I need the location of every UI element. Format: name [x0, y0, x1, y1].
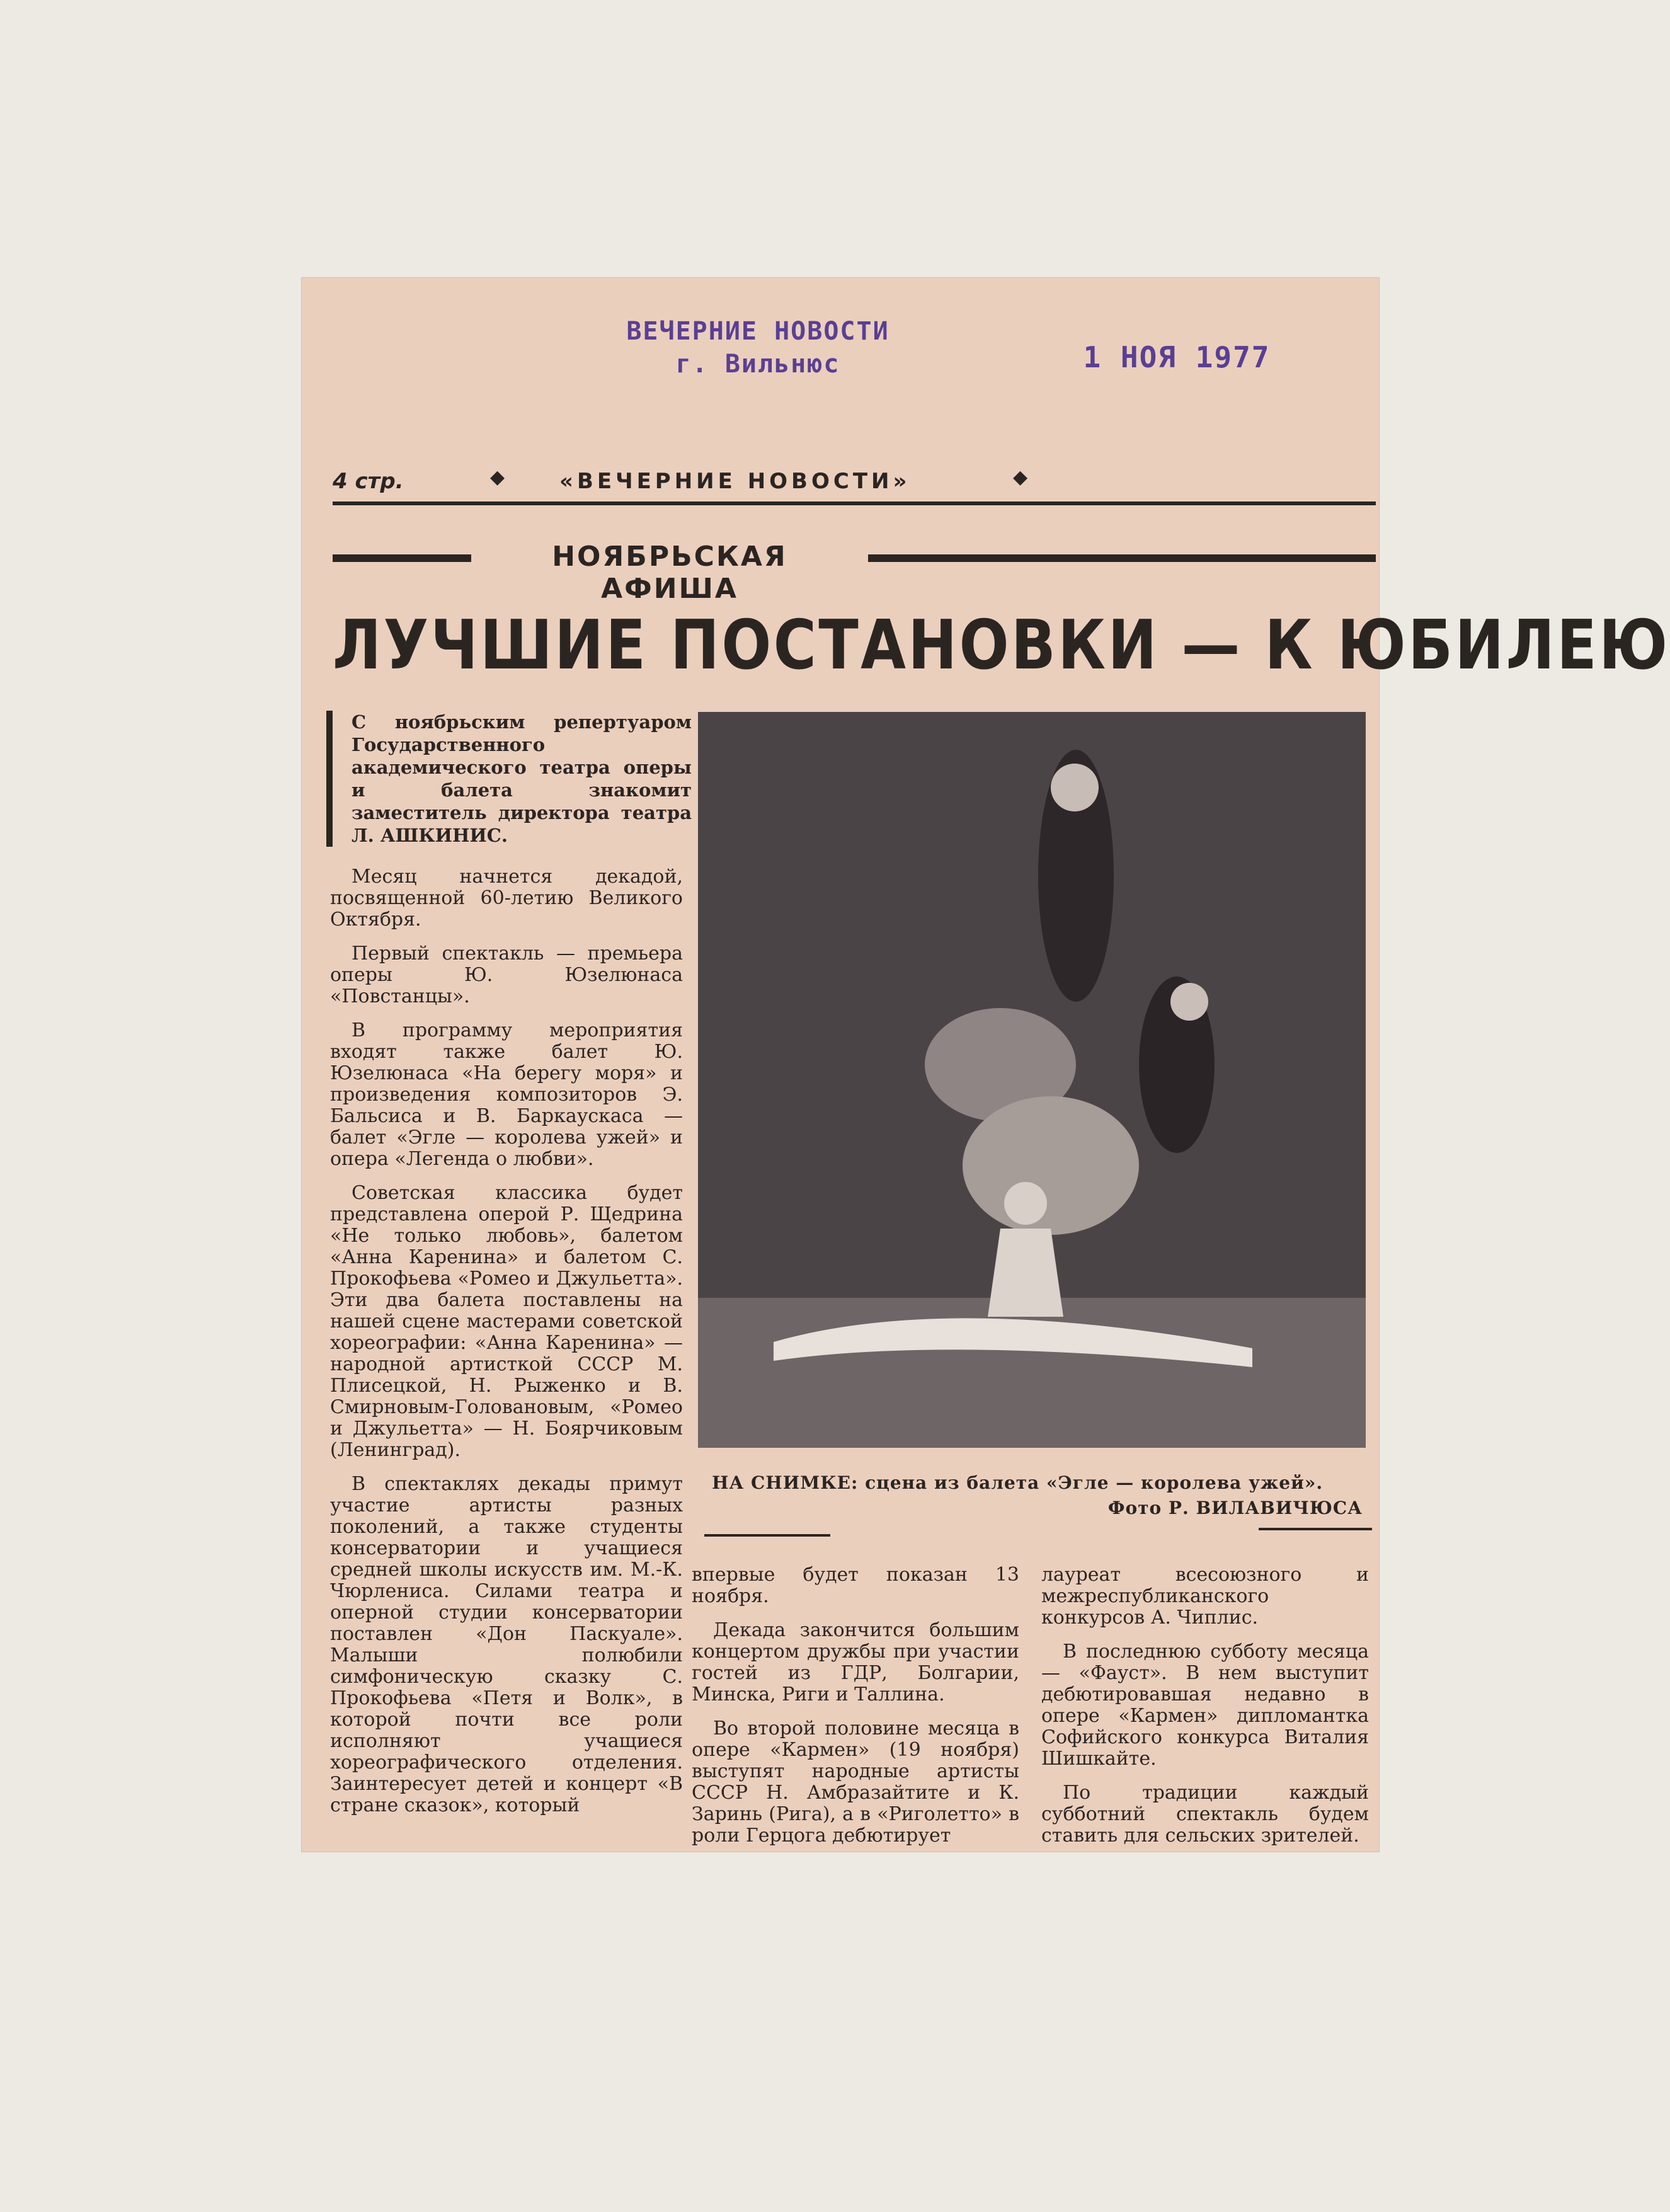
newspaper-clipping [301, 277, 1670, 1852]
photo-caption: НА СНИМКЕ: сцена из балета «Эгле — королева ужей». [712, 1472, 1324, 1493]
headline: ЛУЧШИЕ ПОСТАНОВКИ — К ЮБИЛЕЮ [333, 606, 1670, 685]
photo-credit: Фото Р. ВИЛАВИЧЮСА [1107, 1498, 1363, 1518]
diamond-icon: ◆ [1013, 466, 1028, 488]
diamond-icon: ◆ [490, 466, 505, 488]
paragraph: В программу мероприятия входят также балет Ю. Юзелюнаса «На берегу моря» и произведения композиторов Э. Бальсиса и В. Баркаускаса — балет «Эгле — королева ужей» и опера «Легенда о любви». [330, 1019, 683, 1170]
newspaper-title: «ВЕЧЕРНИЕ НОВОСТИ» [559, 469, 911, 494]
paragraph: По традиции каждый субботний спектакль будем ставить для сельских зрителей. [1041, 1782, 1369, 1847]
paragraph: Во второй половине месяца в опере «Кармен» (19 ноября) выступят народные артисты СССР Н. Амбразайтите и К. Заринь (Рига), а в «Риголетто» в роли Герцога дебютирует [692, 1717, 1019, 1847]
page-header [333, 466, 1378, 498]
rubric-label: НОЯБРЬСКАЯ АФИША [552, 541, 787, 605]
stamp-city: г. Вильнюс [675, 350, 840, 379]
article-column-1 [330, 866, 683, 1829]
paragraph: В спектаклях декады примут участие артисты разных поколений, а также студенты консерватории и учащиеся средней школы искусств им. М.-К. Чюрлениса. Силами театра и оперной студии консерватории поставлен «Дон Паскуале». Малыши полюбили симфоническую сказку С. Прокофьева «Петя и Волк», в которой почти все роли исполняют учащиеся хореографического отделения. Заинтересует детей и концерт «В стране сказок», который [330, 1473, 683, 1816]
article-column-3 [1041, 1564, 1369, 1859]
header-divider [333, 501, 1376, 505]
caption-rule-right [1259, 1528, 1372, 1530]
stamp-paper-name: ВЕЧЕРНИЕ НОВОСТИ [626, 317, 889, 346]
page-number: 4 стр. [333, 469, 404, 494]
paragraph: Месяц начнется декадой, посвященной 60-летию Великого Октября. [330, 866, 683, 931]
rubric [333, 541, 1376, 605]
rubric-bar-left [333, 554, 471, 562]
paragraph: впервые будет показан 13 ноября. [692, 1564, 1019, 1607]
paragraph: Советская классика будет представлена оперой Р. Щедрина «Не только любовь», балетом «Анна Каренина» и балетом С. Прокофьева «Ромео и Джульетта». Эти два балета поставлены на нашей сцене мастерами советской хореографии: «Анна Каренина» — народной артисткой СССР М. Плисецкой, Н. Рыженко и В. Смирновым-Головановым, «Ромео и Джульетта» — Н. Боярчиковым (Ленинград). [330, 1182, 683, 1461]
paragraph: Декада закончится большим концертом дружбы при участии гостей из ГДР, Болгарии, Минска, Риги и Таллина. [692, 1619, 1019, 1705]
article-column-2 [692, 1564, 1019, 1859]
ballet-photo [698, 712, 1366, 1448]
paragraph: В последнюю субботу месяца — «Фауст». В нем выступит дебютировавшая недавно в опере «Кармен» дипломантка Софийского конкурса Виталия Шишкайте. [1041, 1641, 1369, 1770]
paragraph: Первый спектакль — премьера оперы Ю. Юзелюнаса «Повстанцы». [330, 943, 683, 1007]
rubric-bar-right [868, 554, 1376, 562]
paragraph: лауреат всесоюзного и межреспубликанского конкурсов А. Чиплис. [1041, 1564, 1369, 1629]
caption-rule-left [704, 1534, 830, 1537]
ballet-photo-illustration [698, 712, 1366, 1448]
archive-stamp [616, 315, 900, 381]
lead-paragraph: С ноябрьским репертуаром Государственного академического театра оперы и балета знакомит заместитель директора театра Л. АШКИНИС. [326, 711, 692, 847]
date-stamp: 1 НОЯ 1977 [1083, 340, 1271, 374]
